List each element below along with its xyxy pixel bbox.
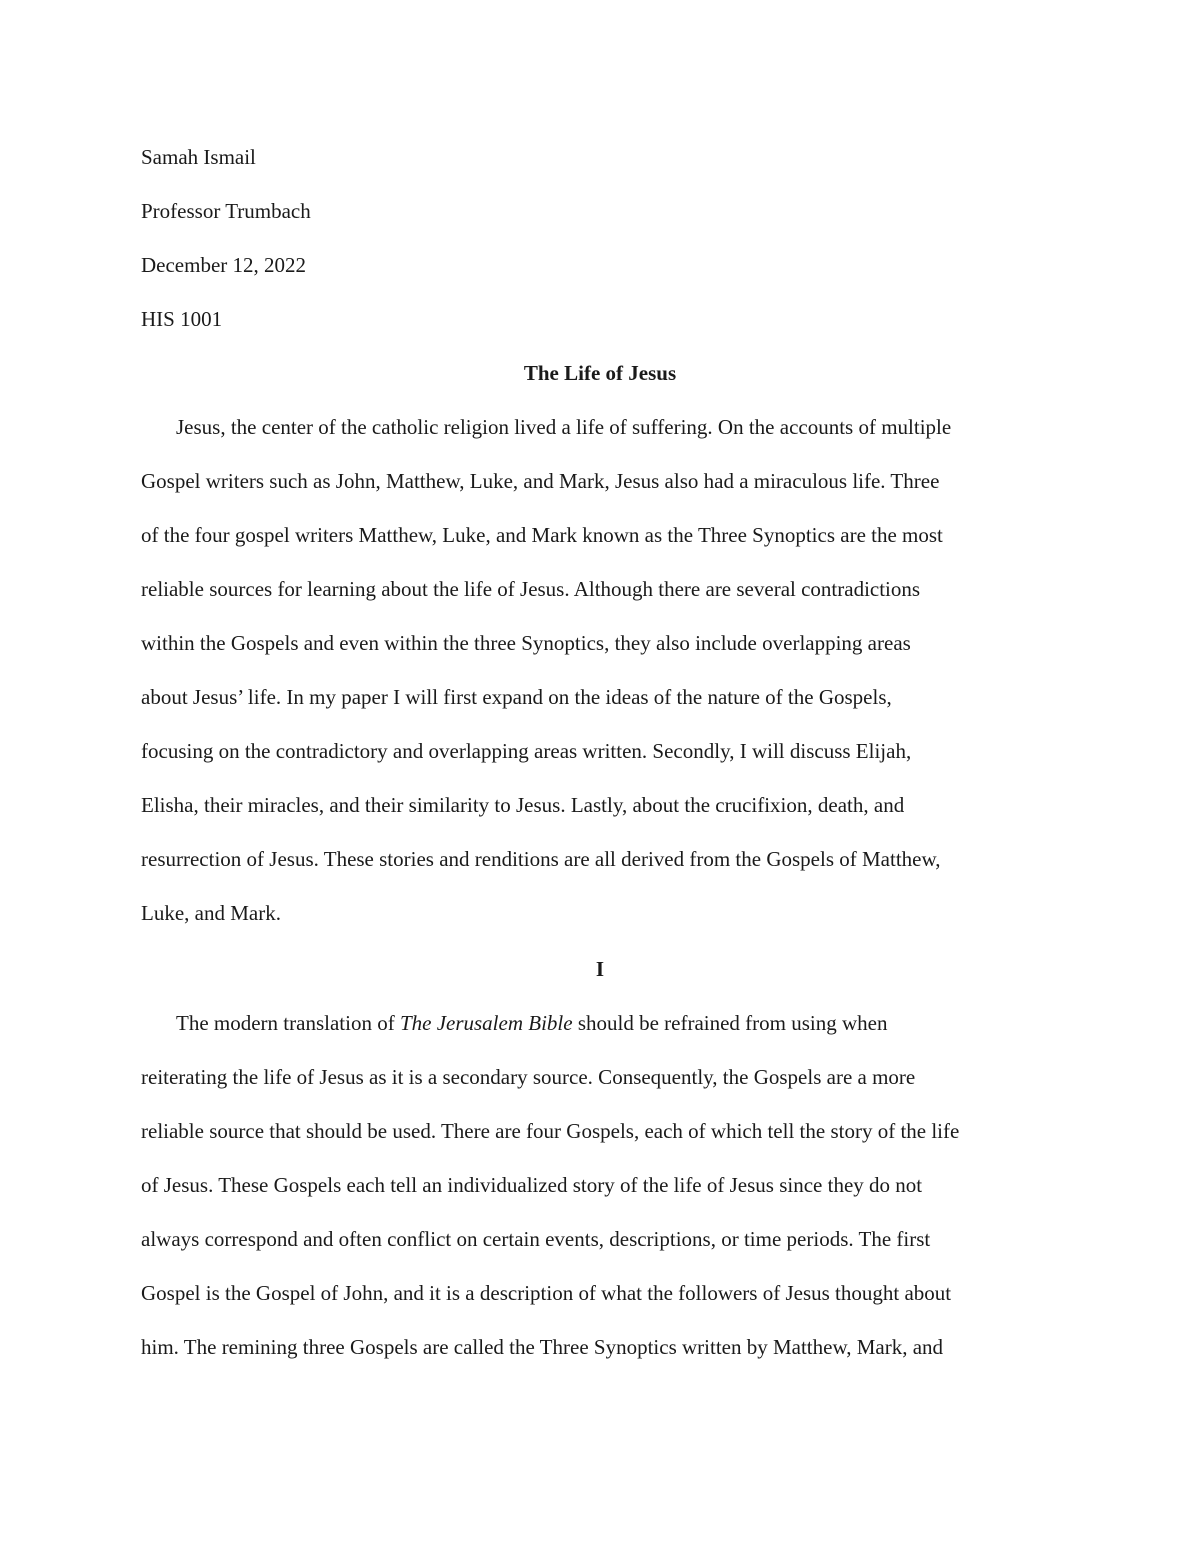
paper-title: The Life of Jesus xyxy=(523,361,677,385)
intro-line: about Jesus’ life. In my paper I will first expand on the ideas of the nature of the Gospels, xyxy=(141,685,892,709)
section1-line: Gospel is the Gospel of John, and it is a description of what the followers of Jesus thought about xyxy=(141,1281,952,1305)
section1-line: always correspond and often conflict on certain events, descriptions, or time periods. The first xyxy=(141,1227,931,1251)
text-span: should be refrained from using when xyxy=(572,1011,888,1035)
intro-line: within the Gospels and even within the three Synoptics, they also include overlapping areas xyxy=(141,631,911,655)
course-code: HIS 1001 xyxy=(141,307,223,331)
section1-first-line xyxy=(176,1011,887,1035)
section1-line: of Jesus. These Gospels each tell an individualized story of the life of Jesus since they do not xyxy=(141,1173,923,1197)
book-title-italic: The Jerusalem Bible xyxy=(399,1011,573,1035)
intro-line: resurrection of Jesus. These stories and renditions are all derived from the Gospels of Matthew, xyxy=(141,847,941,871)
intro-line: focusing on the contradictory and overlapping areas written. Secondly, I will discuss Elijah, xyxy=(141,739,912,763)
section1-line: reliable source that should be used. There are four Gospels, each of which tell the story of the life xyxy=(141,1119,960,1143)
intro-line: Gospel writers such as John, Matthew, Luke, and Mark, Jesus also had a miraculous life. Three xyxy=(141,469,940,493)
author-name: Samah Ismail xyxy=(141,145,256,169)
intro-line: reliable sources for learning about the life of Jesus. Although there are several contradictions xyxy=(141,577,921,601)
section1-line: reiterating the life of Jesus as it is a secondary source. Consequently, the Gospels are a more xyxy=(141,1065,916,1089)
intro-line: Jesus, the center of the catholic religion lived a life of suffering. On the accounts of multiple xyxy=(176,415,952,439)
intro-line: Luke, and Mark. xyxy=(141,901,281,925)
professor-name: Professor Trumbach xyxy=(141,199,311,223)
text-span: The modern translation of xyxy=(176,1011,400,1035)
intro-line: of the four gospel writers Matthew, Luke, and Mark known as the Three Synoptics are the most xyxy=(141,523,943,547)
section1-line: him. The remining three Gospels are called the Three Synoptics written by Matthew, Mark, and xyxy=(141,1335,944,1359)
intro-line: Elisha, their miracles, and their similarity to Jesus. Lastly, about the crucifixion, death, and xyxy=(141,793,905,817)
section-heading: I xyxy=(595,957,605,981)
date: December 12, 2022 xyxy=(141,253,307,277)
